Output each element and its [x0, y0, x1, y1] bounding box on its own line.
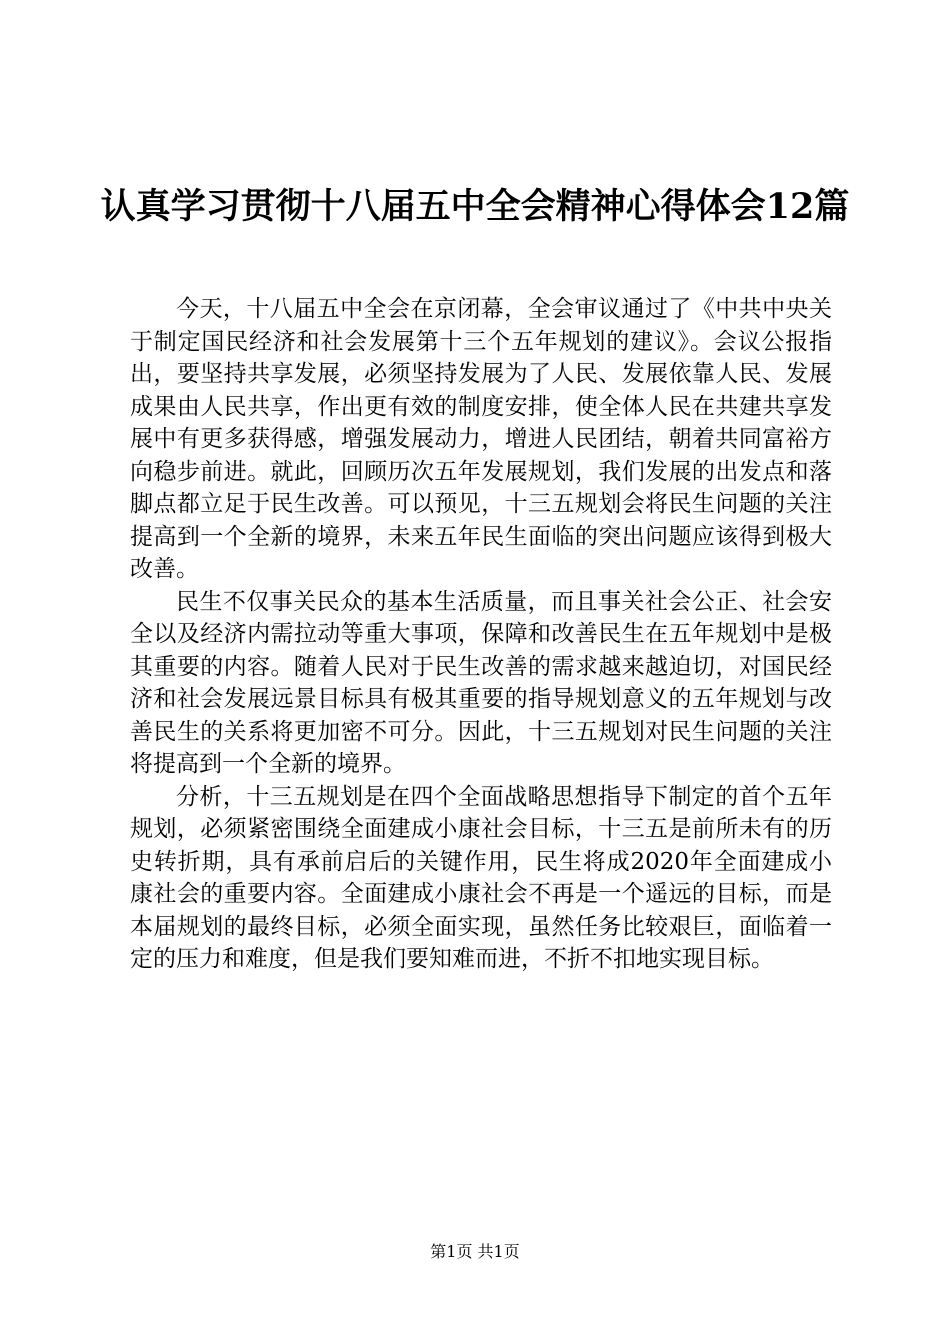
document-title: 认真学习贯彻十八届五中全会精神心得体会12篇 — [100, 186, 850, 227]
page-footer: 第1页 共1页 — [430, 1242, 520, 1261]
paragraph-2: 民生不仅事关民众的基本生活质量，而且事关社会公正、社会安全以及经济内需拉动等重大事项，保障和改善民生在五年规划中是极其重要的内容。随着人民对于民生改善的需求越来越迫切，对国民经济和社会发展远景目标具有极其重要的指导规划意义的五年规划与改善民生的关系将更加密不可分。因此，十三五规划对民生问题的关注将提高到一个全新的境界。 — [130, 588, 832, 777]
paragraph-1: 今天，十八届五中全会在京闭幕，全会审议通过了《中共中央关于制定国民经济和社会发展第十三个五年规划的建议》。会议公报指出，要坚持共享发展，必须坚持发展为了人民、发展依靠人民、发展成果由人民共享，作出更有效的制度安排，使全体人民在共建共享发展中有更多获得感，增强发展动力，增进人民团结，朝着共同富裕方向稳步前进。就此，回顾历次五年发展规划，我们发展的出发点和落脚点都立足于民生改善。可以预见，十三五规划会将民生问题的关注提高到一个全新的境界，未来五年民生面临的突出问题应该得到极大改善。 — [130, 296, 832, 582]
document-body — [130, 293, 832, 976]
paragraph-3: 分析，十三五规划是在四个全面战略思想指导下制定的首个五年规划，必须紧密围绕全面建成小康社会目标，十三五是前所未有的历史转折期，具有承前启后的关键作用，民生将成2020年全面建成小康社会的重要内容。全面建成小康社会不再是一个遥远的目标，而是本届规划的最终目标，必须全面实现，虽然任务比较艰巨，面临着一定的压力和难度，但是我们要知难而进，不折不扣地实现目标。 — [130, 783, 832, 972]
